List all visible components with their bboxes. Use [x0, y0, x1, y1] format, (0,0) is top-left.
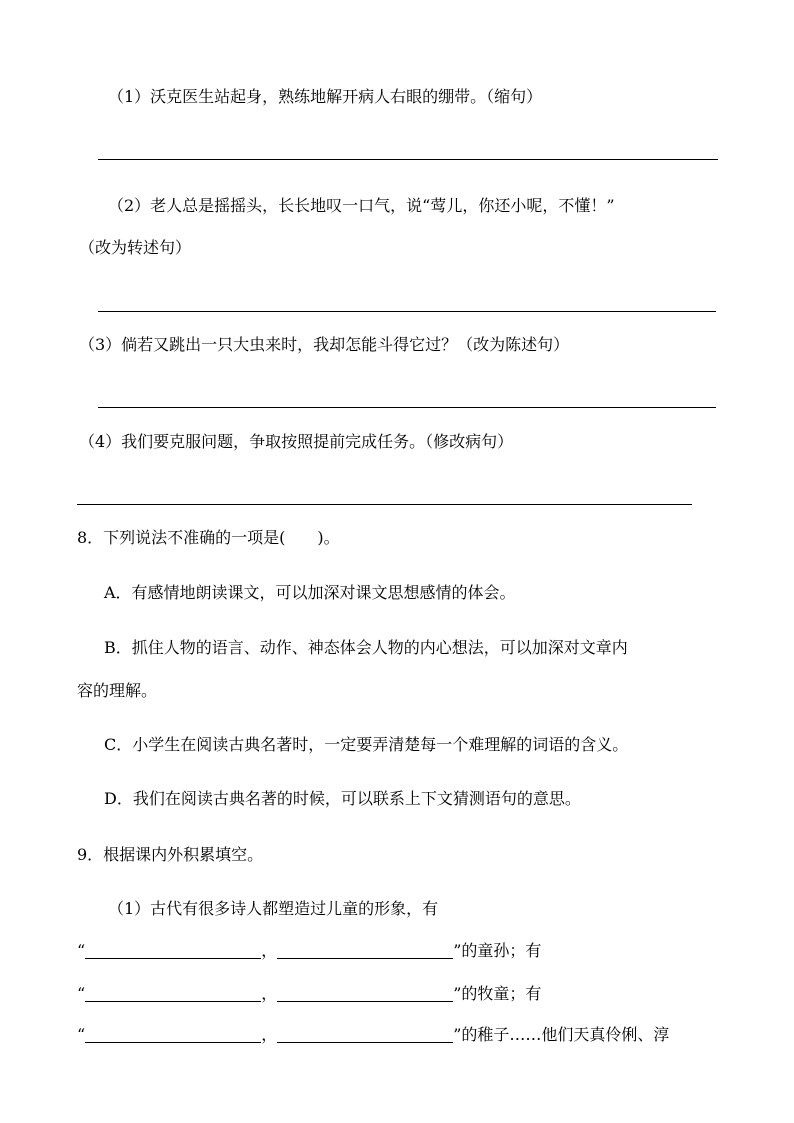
open-quote: “: [77, 941, 86, 960]
row-1-tail: ”的童孙；有: [453, 941, 542, 960]
q9-stem: 9．根据课内外积累填空。: [77, 845, 264, 864]
fill-blank[interactable]: [277, 942, 453, 959]
poem-fill-row-2: [77, 984, 541, 1004]
q7-sentence-2: （2）老人总是摇摇头，长长地叹一口气，说“莺儿，你还小呢，不懂！”: [108, 196, 615, 215]
comma: ，: [261, 984, 278, 1003]
fill-blank[interactable]: [277, 985, 453, 1002]
answer-line-3[interactable]: [98, 407, 716, 408]
poem-fill-row-3: [77, 1025, 669, 1045]
q8-stem: 8．下列说法不准确的一项是( )。: [77, 528, 340, 547]
poem-fill-row-1: [77, 941, 541, 961]
q9-sentence-1: （1）古代有很多诗人都塑造过儿童的形象，有: [108, 899, 439, 918]
q8-option-b-line1[interactable]: B．抓住人物的语言、动作、神态体会人物的内心想法，可以加深对文章内: [104, 638, 628, 657]
fill-blank[interactable]: [277, 1026, 453, 1043]
q8-option-b-line2[interactable]: 容的理解。: [77, 681, 158, 700]
row-3-tail: ”的稚子……他们天真伶俐、淳: [453, 1025, 670, 1044]
q7-sentence-4: （4）我们要克服问题，争取按照提前完成任务。（修改病句）: [79, 432, 514, 451]
answer-line-4[interactable]: [77, 504, 692, 505]
answer-line-1[interactable]: [98, 159, 718, 160]
q8-option-d[interactable]: D．我们在阅读古典名著的时候，可以联系上下文猜测语句的意思。: [104, 789, 581, 808]
fill-blank[interactable]: [85, 942, 261, 959]
comma: ，: [261, 941, 278, 960]
open-quote: “: [77, 984, 86, 1003]
fill-blank[interactable]: [85, 985, 261, 1002]
fill-blank[interactable]: [85, 1026, 261, 1043]
q7-sentence-2-instruction: （改为转述句）: [79, 238, 192, 257]
q8-option-c[interactable]: C．小学生在阅读古典名著时，一定要弄清楚每一个难理解的词语的含义。: [104, 735, 629, 754]
row-2-tail: ”的牧童；有: [453, 984, 542, 1003]
q8-option-a[interactable]: A．有感情地朗读课文，可以加深对课文思想感情的体会。: [104, 583, 516, 602]
q7-sentence-1: （1）沃克医生站起身，熟练地解开病人右眼的绷带。（缩句）: [108, 87, 543, 106]
answer-line-2[interactable]: [98, 311, 716, 312]
comma: ，: [261, 1025, 278, 1044]
q7-sentence-3: （3）倘若又跳出一只大虫来时，我却怎能斗得它过？（改为陈述句）: [79, 335, 570, 354]
open-quote: “: [77, 1025, 86, 1044]
